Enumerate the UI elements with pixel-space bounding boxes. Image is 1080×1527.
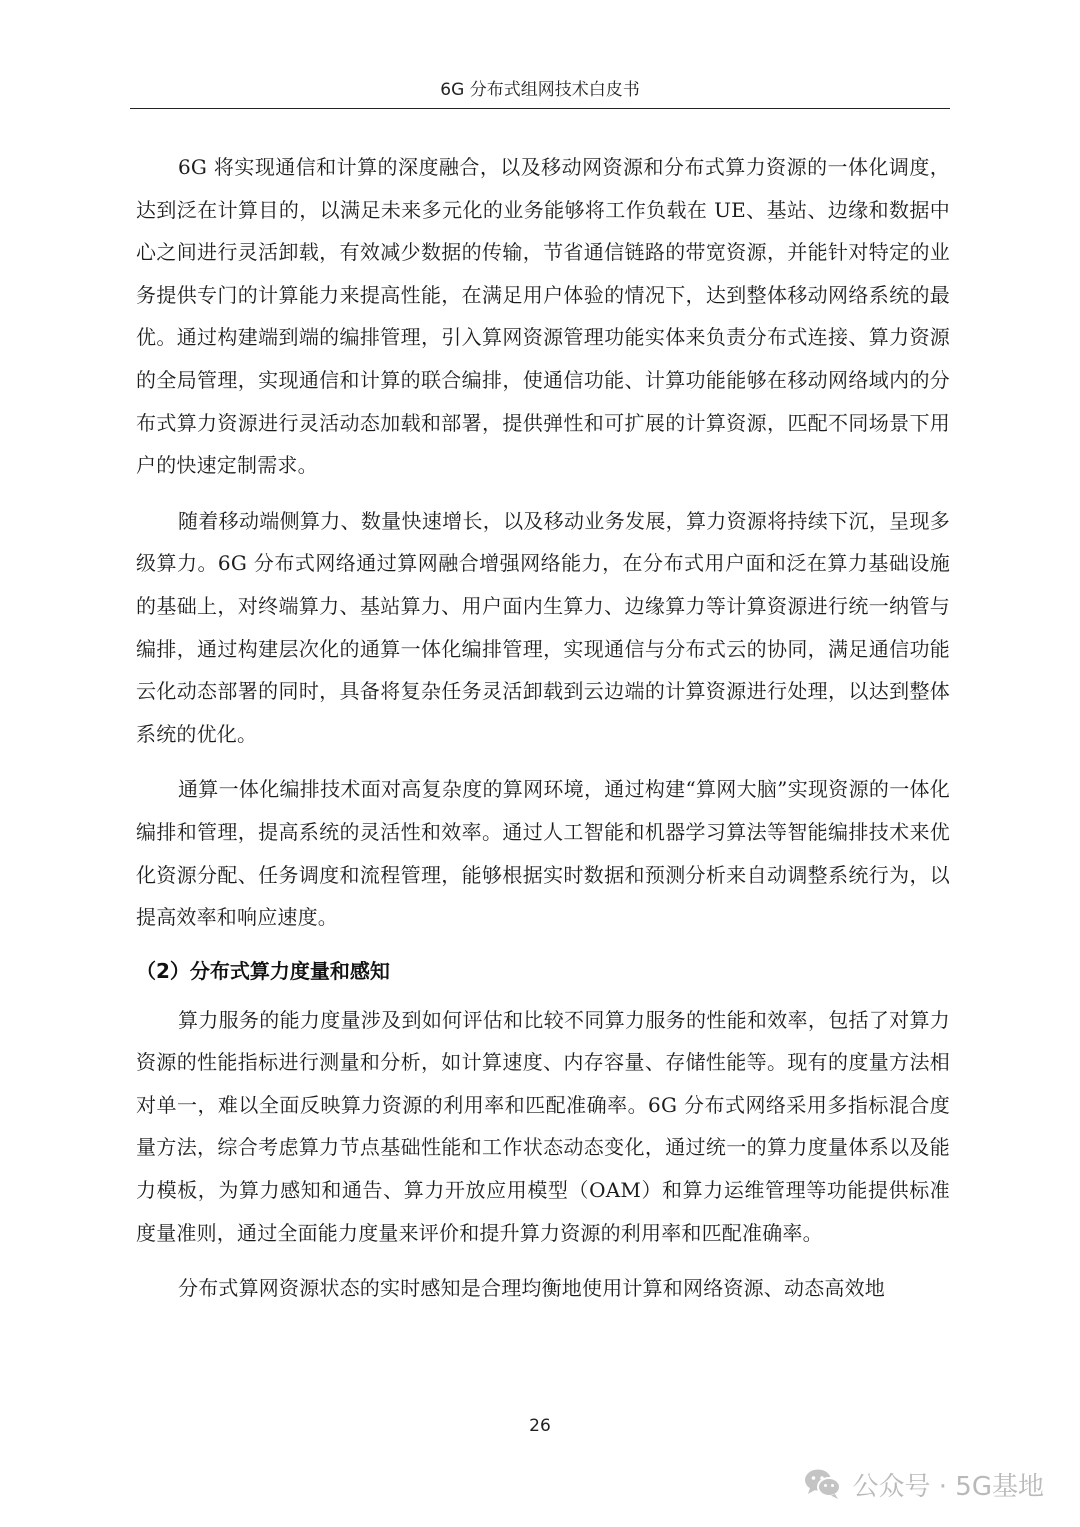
page-header (130, 72, 950, 109)
paragraph: 随着移动端侧算力、数量快速增长，以及移动业务发展，算力资源将持续下沉，呈现多级算力。6G 分布式网络通过算网融合增强网络能力，在分布式用户面和泛在算力基础设施的基础上，对终端算力、基站算力、用户面内生算力、边缘算力等计算资源进行统一纳管与编排，通过构建层次化的通算一体化编排管理，实现通信与分布式云的协同，满足通信功能云化动态部署的同时，具备将复杂任务灵活卸载到云边端的计算资源进行处理，以达到整体系统的优化。 (136, 508, 950, 746)
document-title: 6G 分布式组网技术白皮书 (440, 80, 640, 100)
paragraph: 算力服务的能力度量涉及到如何评估和比较不同算力服务的性能和效率，包括了对算力资源的性能指标进行测量和分析，如计算速度、内存容量、存储性能等。现有的度量方法相对单一，难以全面反映算力资源的利用率和匹配准确率。6G 分布式网络采用多指标混合度量方法，综合考虑算力节点基础性能和工作状态动态变化，通过统一的算力度量体系以及能力模板，为算力感知和通告、算力开放应用模型（OAM）和算力运维管理等功能提供标准度量准则，通过全面能力度量来评价和提升算力资源的利用率和匹配准确率。 (136, 1007, 950, 1245)
watermark (803, 1464, 1044, 1504)
page-number: 26 (529, 1416, 551, 1436)
watermark-text: 公众号 · 5G基地 (852, 1471, 1044, 1502)
section-heading: （2）分布式算力度量和感知 (136, 958, 390, 983)
document-body (136, 146, 950, 1310)
paragraph: 6G 将实现通信和计算的深度融合，以及移动网资源和分布式算力资源的一体化调度，达到泛在计算目的，以满足未来多元化的业务能够将工作负载在 UE、基站、边缘和数据中心之间进行灵活卸载，有效减少数据的传输，节省通信链路的带宽资源，并能针对特定的业务提供专门的计算能力来提高性能，在满足用户体验的情况下，达到整体移动网络系统的最优。通过构建端到端的编排管理，引入算网资源管理功能实体来负责分布式连接、算力资源的全局管理，实现通信和计算的联合编排，使通信功能、计算功能能够在移动网络域内的分布式算力资源进行灵活动态加载和部署，提供弹性和可扩展的计算资源，匹配不同场景下用户的快速定制需求。 (136, 155, 950, 478)
paragraph: 通算一体化编排技术面对高复杂度的算网环境，通过构建“算网大脑”实现资源的一体化编排和管理，提高系统的灵活性和效率。通过人工智能和机器学习算法等智能编排技术来优化资源分配、任务调度和流程管理，能够根据实时数据和预测分析来自动调整系统行为，以提高效率和响应速度。 (136, 777, 950, 930)
wechat-icon (803, 1467, 843, 1501)
paragraph: 分布式算网资源状态的实时感知是合理均衡地使用计算和网络资源、动态高效地 (178, 1276, 885, 1301)
